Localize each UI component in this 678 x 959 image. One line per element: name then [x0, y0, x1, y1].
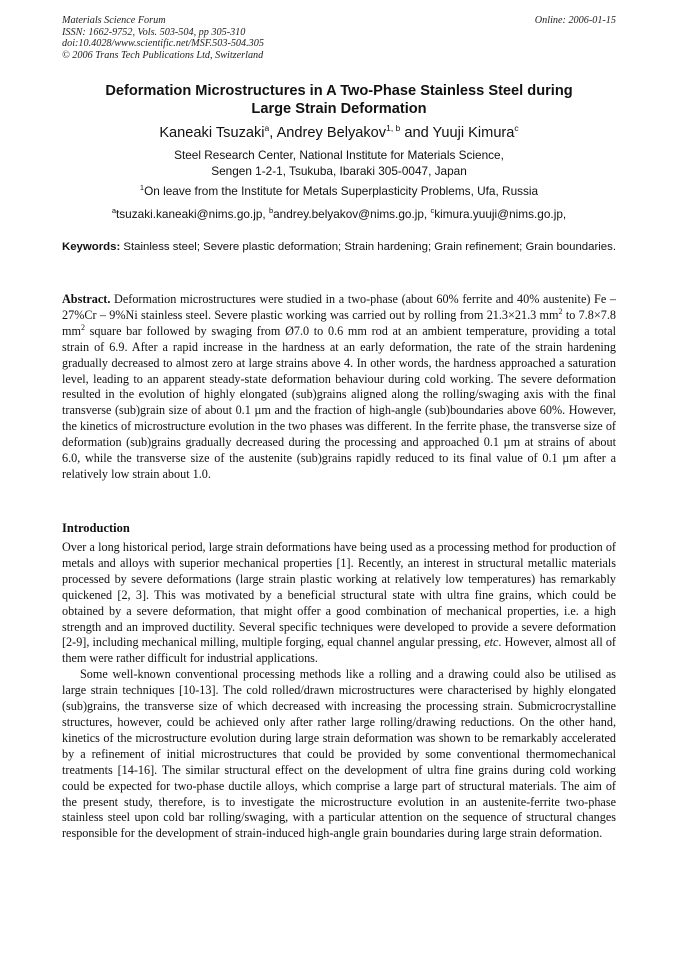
keywords-label: Keywords:	[62, 241, 121, 253]
keywords-text: Stainless steel; Severe plastic deformation; Strain hardening; Grain refinement; Grain boundaries.	[120, 241, 616, 253]
affiliation	[62, 148, 616, 179]
keywords	[62, 240, 616, 256]
author-marker: 1, b	[386, 123, 401, 133]
journal-name: Materials Science Forum	[62, 15, 166, 26]
email-link[interactable]: tsuzaki.kaneaki@nims.go.jp,	[116, 207, 269, 221]
abstract-text: square bar followed by swaging from Ø7.0 to 0.6 mm rod at an ambient temperature, providing a total strain of 6.9. After a rapid increase in the hardness at an early deformation, the rate of the strain hardening gradually decreased to almost zero at large strains above 4. In other words, the hardness approached a saturation level, leading to an apparent steady-state deformation behaviour during cold working. The severe deformation resulted in the evolution of highly elongated (sub)grains aligned along the rolling/swaging axis with the final transverse (sub)grain size of about 0.1 µm and the fraction of high-angle (sub)boundaries above 60%. However, the kinetics of microstructure evolution in the two phases was different. In the ferrite phase, the transverse size of deformation (sub)grains gradually decreased during the processing and approached 0.1 µm at strains of about 6.0, while the transverse size of the austenite (sub)grains rapidly reduced to its final value of 0.1 µm after a relatively low strain about 1.0.	[62, 323, 616, 481]
title-line-1: Deformation Microstructures in A Two-Phase Stainless Steel during	[105, 83, 573, 99]
abstract-text: Deformation microstructures were studied in a two-phase (about 60% ferrite and 40% austenite) Fe – 27%Cr – 9%Ni stainless steel. Severe plastic working was carried out by rolling from 21.3×21.3 mm	[62, 292, 616, 322]
abstract-label: Abstract.	[62, 292, 111, 306]
paragraph	[62, 540, 616, 667]
affiliation-line-1: Steel Research Center, National Institute for Materials Science,	[174, 148, 504, 162]
email-link[interactable]: andrey.belyakov@nims.go.jp,	[273, 207, 431, 221]
copyright-line: © 2006 Trans Tech Publications Ltd, Switzerland	[62, 49, 264, 61]
superscript: 2	[558, 306, 563, 316]
abstract	[62, 292, 616, 483]
title-line-2: Large Strain Deformation	[251, 101, 427, 117]
introduction-body	[62, 540, 616, 842]
doi-line: doi:10.4028/www.scientific.net/MSF.503-504.305	[62, 38, 264, 49]
email-marker: a	[111, 206, 116, 215]
paper-title	[62, 82, 616, 118]
email-marker: b	[268, 206, 274, 215]
affiliation-line-2: Sengen 1-2-1, Tsukuba, Ibaraki 305-0047, Japan	[211, 163, 467, 178]
author-separator: ,	[269, 125, 277, 141]
footnote-marker: 1	[139, 183, 145, 192]
author-marker: c	[514, 123, 519, 133]
leave-note	[62, 184, 616, 200]
online-date: Online: 2006-01-15	[534, 15, 616, 26]
email-list	[62, 207, 616, 223]
paragraph-text: Over a long historical period, large strain deformations have being used as a processing method for production of metals and alloys with superior mechanical properties [1]. Recently, an interest in structural metallic materials processed by severe deformations (large strain plastic working at relatively low temperatures) has remarkably quickened [2, 3]. This was motivated by a beneficial structural state with ultra fine grains, which could be obtained by a severe deformation, that might offer a good combination of mechanical properties, i.e. a high strength and an improved ductility. Several specific techniques were developed to provide a severe deformation [2-9], including mechanical milling, multiple forging, equal channel angular pressing,	[62, 540, 616, 650]
author-list	[62, 124, 616, 142]
issn-line: ISSN: 1662-9752, Vols. 503-504, pp 305-310	[62, 26, 246, 38]
paragraph-text: . However, almost all of them were rather difficult for industrial applications.	[62, 635, 616, 666]
publication-header	[62, 15, 616, 61]
author-marker: a	[264, 123, 270, 133]
email-link[interactable]: kimura.yuuji@nims.go.jp,	[434, 207, 567, 221]
italic-text: etc	[484, 635, 499, 650]
email-marker: c	[430, 206, 435, 215]
author-name: Yuuji Kimura	[432, 125, 515, 141]
author-name: Kaneaki Tsuzaki	[159, 125, 265, 141]
author-name: Andrey Belyakov	[276, 125, 387, 141]
superscript: 2	[80, 322, 85, 332]
section-heading: Introduction	[62, 521, 130, 535]
paragraph: Some well-known conventional processing methods like a rolling and a drawing could also be utilised as large strain techniques [10-13]. The cold rolled/drawn microstructures were characterised by highly elongated (sub)grains, the transverse size of which decreased with increasing the processing strain. Submicrocrystalline structures, however, could be achieved only after rather large rolling/drawing reductions. On the other hand, kinetics of the microstructure evolution during large strain deformation was shown to be remarkably accelerated by a refinement of initial microstructures that could be provided by some conventional thermomechanical treatments [14-16]. The similar structural effect on the development of ultra fine grains during cold working could be expected for two-phase ductile alloys, which comprise a large part of structural materials. The aim of the present study, therefore, is to investigate the microstructure evolution in an austenite-ferrite two-phase stainless steel upon cold bar rolling/swaging, with a particular attention on the sequence of structural changes responsible for the development of strain-induced high-angle grain boundaries during large strain deformation.	[62, 667, 616, 841]
author-separator: and	[400, 125, 433, 141]
abstract-text: to 7.8×7.8 mm	[62, 307, 616, 338]
leave-note-text: On leave from the Institute for Metals Superplasticity Problems, Ufa, Russia	[144, 184, 539, 198]
